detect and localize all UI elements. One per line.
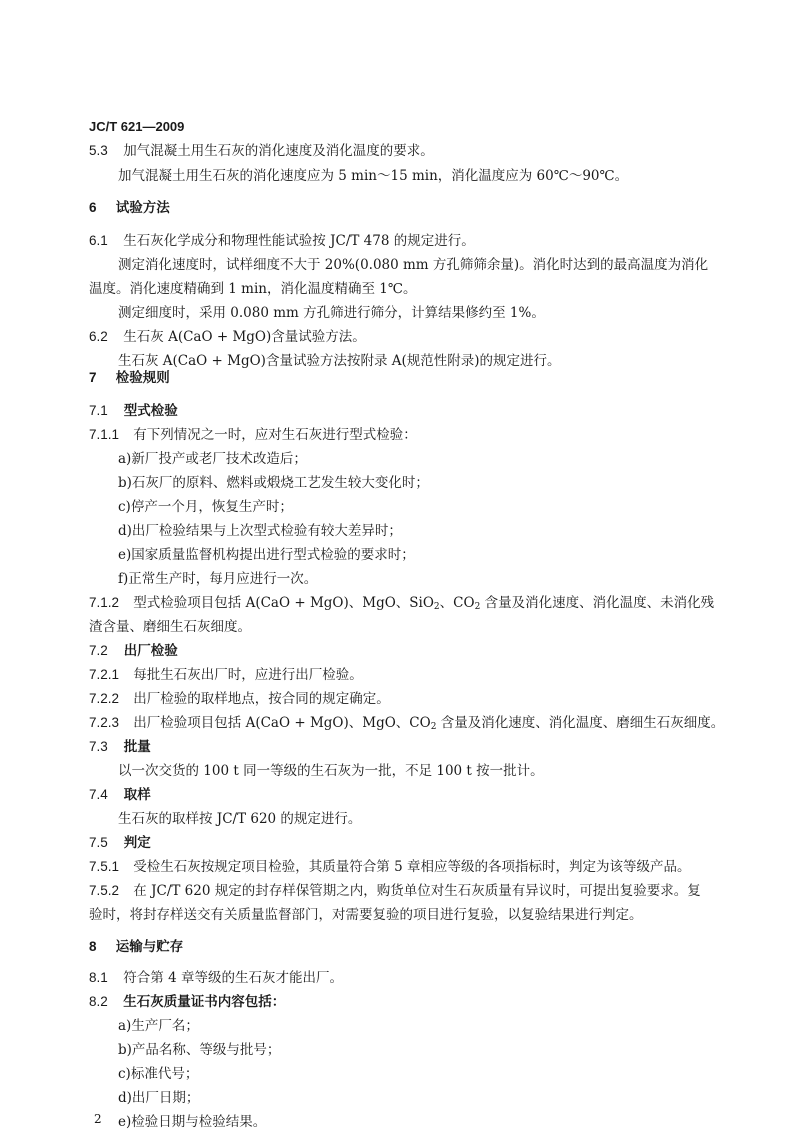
- clause-number: 7.1.2: [89, 595, 120, 610]
- clause-5-3: [89, 142, 434, 160]
- chapter-6-heading: [89, 199, 170, 217]
- clause-8-1: [89, 969, 343, 987]
- clause-7-5-2: [89, 882, 701, 900]
- list-item: c)停产一个月，恢复生产时；: [118, 499, 293, 515]
- clause-text: 生石灰质量证书内容包括：: [123, 994, 286, 1010]
- clause-8-2: [89, 993, 285, 1011]
- clause-6-2-body: 生石灰 A(CaO + MgO)含量试验方法按附录 A(规范性附录)的规定进行。: [118, 353, 561, 369]
- clause-number: 8.1: [89, 970, 108, 985]
- clause-7-2-2: [89, 690, 390, 708]
- clause-6-1-para1a: 测定消化速度时，试样细度不大于 20%(0.080 mm 方孔筛筛余量)。消化时达到的最高温度为消化: [118, 257, 709, 273]
- clause-number: 5.3: [89, 143, 108, 158]
- clause-number: 7.1.1: [89, 427, 120, 442]
- clause-6-1: [89, 232, 475, 250]
- chapter-8-heading: [89, 938, 183, 956]
- clause-7-1: [89, 402, 178, 420]
- clause-text: 符合第 4 章等级的生石灰才能出厂。: [123, 970, 343, 986]
- clause-number: 7.3: [89, 739, 108, 754]
- clause-text: 出厂检验的取样地点，按合同的规定确定。: [133, 691, 390, 707]
- clause-number: 7.5: [89, 835, 108, 850]
- clause-text: 每批生石灰出厂时，应进行出厂检验。: [133, 667, 363, 683]
- list-item: b)石灰厂的原料、燃料或煅烧工艺发生较大变化时；: [118, 475, 429, 491]
- subscript: 2: [430, 722, 437, 732]
- list-item: a)新厂投产或老厂技术改造后；: [118, 451, 307, 467]
- clause-title: 加气混凝土用生石灰的消化速度及消化温度的要求。: [123, 143, 434, 159]
- clause-text: 在 JC/T 620 规定的封存样保管期之内，购货单位对生石灰质量有异议时，可提出复验要求。复: [133, 883, 701, 899]
- clause-text-part: 出厂检验项目包括 A(CaO + MgO)、MgO、CO: [133, 715, 431, 731]
- clause-7-2-1: [89, 666, 363, 684]
- clause-6-2: [89, 328, 366, 346]
- chapter-number: 8: [89, 939, 97, 954]
- clause-title: 批量: [123, 739, 151, 755]
- clause-number: 7.2: [89, 643, 108, 658]
- chapter-title: 试验方法: [115, 200, 170, 216]
- list-item: a)生产厂名；: [118, 1018, 199, 1034]
- clause-text-part: 型式检验项目包括 A(CaO + MgO)、MgO、SiO: [133, 595, 434, 611]
- clause-7-3: [89, 738, 151, 756]
- chapter-7-heading: [89, 369, 170, 387]
- clause-7-2-3: [89, 714, 724, 736]
- clause-7-2: [89, 642, 178, 660]
- clause-text: 有下列情况之一时，应对生石灰进行型式检验：: [133, 427, 417, 443]
- list-item: c)标准代号；: [118, 1066, 199, 1082]
- clause-7-1-2-cont: 渣含量、磨细生石灰细度。: [89, 619, 251, 635]
- clause-title: 判定: [123, 835, 151, 851]
- clause-title: 出厂检验: [123, 643, 178, 659]
- chapter-number: 7: [89, 370, 97, 385]
- clause-number: 7.2.1: [89, 667, 120, 682]
- clause-number: 7.1: [89, 403, 108, 418]
- chapter-number: 6: [89, 200, 97, 215]
- clause-7-5-1: [89, 858, 690, 876]
- clause-7-4: [89, 786, 151, 804]
- clause-text-part: 含量及消化速度、消化温度、磨细生石灰细度。: [436, 715, 725, 731]
- clause-text-part: 、CO: [439, 595, 475, 611]
- list-item: b)产品名称、等级与批号；: [118, 1042, 281, 1058]
- clause-number: 7.2.2: [89, 691, 120, 706]
- subscript: 2: [474, 602, 481, 612]
- clause-title: 生石灰化学成分和物理性能试验按 JC/T 478 的规定进行。: [123, 233, 475, 249]
- subscript: 2: [433, 602, 440, 612]
- list-item: d)出厂日期；: [118, 1090, 200, 1106]
- page-number: 2: [94, 1112, 102, 1126]
- list-item: e)检验日期与检验结果。: [118, 1114, 267, 1130]
- list-item: f)正常生产时，每月应进行一次。: [118, 571, 318, 587]
- clause-title: 型式检验: [123, 403, 178, 419]
- clause-7-5-2-cont: 验时，将封存样送交有关质量监督部门，对需要复验的项目进行复验，以复验结果进行判定。: [89, 907, 643, 923]
- clause-number: 7.2.3: [89, 715, 120, 730]
- clause-number: 7.5.2: [89, 883, 120, 898]
- clause-number: 7.5.1: [89, 859, 120, 874]
- clause-7-3-body: 以一次交货的 100 t 同一等级的生石灰为一批，不足 100 t 按一批计。: [118, 763, 544, 779]
- clause-6-1-para1b: 温度。消化速度精确到 1 min，消化温度精确至 1℃。: [89, 281, 417, 297]
- clause-text-part: 含量及消化速度、消化温度、未消化残: [480, 595, 715, 611]
- standard-code-header: JC/T 621—2009: [89, 119, 185, 134]
- clause-text: 受检生石灰按规定项目检验，其质量符合第 5 章相应等级的各项指标时，判定为该等级产品。: [133, 859, 691, 875]
- clause-number: 7.4: [89, 787, 108, 802]
- clause-title: 取样: [123, 787, 151, 803]
- clause-number: 8.2: [89, 994, 108, 1009]
- clause-5-3-body: 加气混凝土用生石灰的消化速度应为 5 min～15 min，消化温度应为 60℃～90℃。: [118, 168, 629, 184]
- clause-7-1-2: [89, 594, 714, 616]
- clause-title: 生石灰 A(CaO + MgO)含量试验方法。: [123, 329, 366, 345]
- clause-7-5: [89, 834, 151, 852]
- list-item: d)出厂检验结果与上次型式检验有较大差异时；: [118, 523, 402, 539]
- clause-7-4-body: 生石灰的取样按 JC/T 620 的规定进行。: [118, 811, 362, 827]
- chapter-title: 检验规则: [115, 370, 170, 386]
- chapter-title: 运输与贮存: [115, 939, 184, 955]
- clause-number: 6.2: [89, 329, 108, 344]
- clause-number: 6.1: [89, 233, 108, 248]
- clause-6-1-para2: 测定细度时，采用 0.080 mm 方孔筛进行筛分，计算结果修约至 1%。: [118, 305, 545, 321]
- clause-7-1-1: [89, 426, 417, 444]
- list-item: e)国家质量监督机构提出进行型式检验的要求时；: [118, 547, 415, 563]
